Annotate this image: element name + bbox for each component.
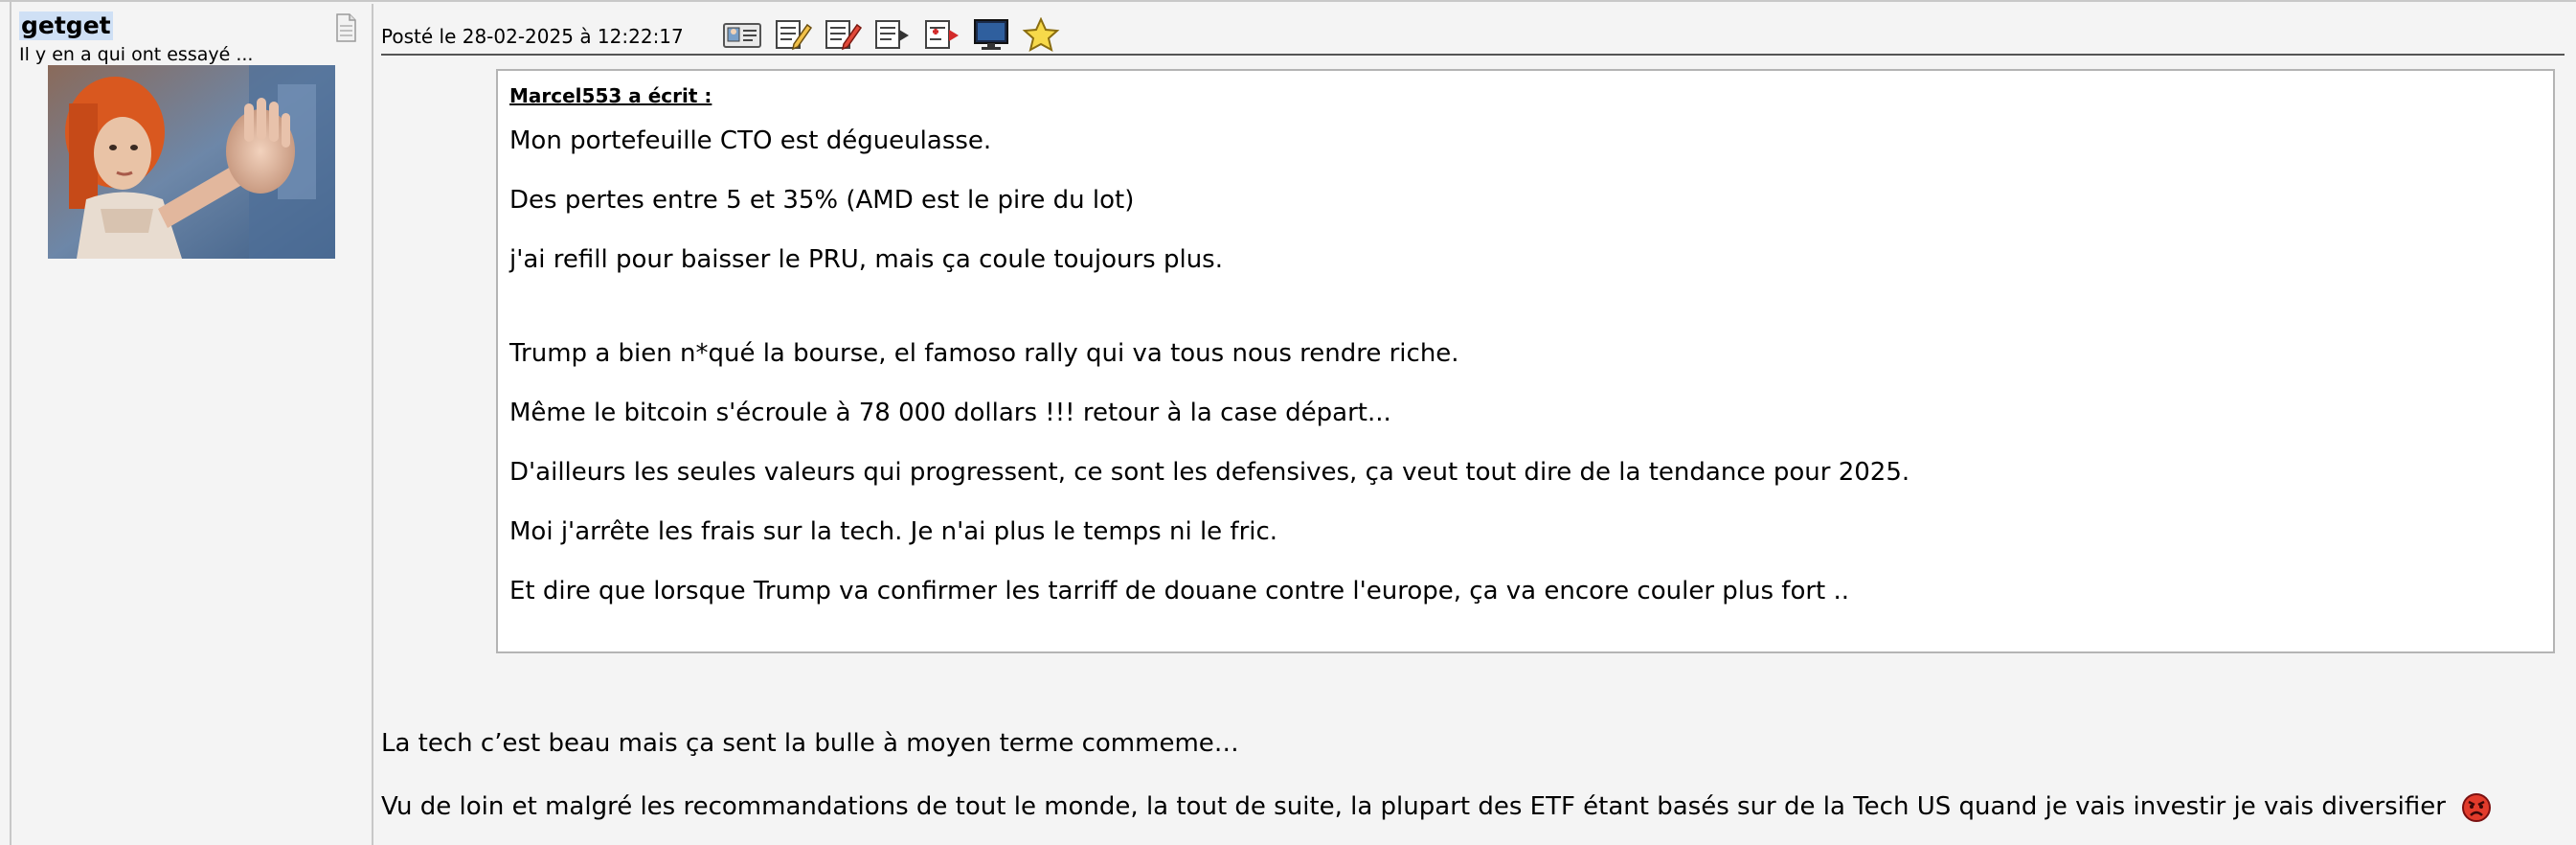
avatar-image xyxy=(48,65,335,259)
multi-quote-icon[interactable] xyxy=(920,17,962,52)
quote-author[interactable]: Marcel553 a écrit : xyxy=(509,84,712,107)
star-icon[interactable] xyxy=(1020,17,1062,52)
reply-line-2 xyxy=(381,790,2492,823)
quote-line: Trump a bien n*qué la bourse, el famoso rally qui va tous nous rendre riche. xyxy=(509,339,1459,368)
reply-line-2-text: Vu de loin et malgré les recommandations de tout le monde, la tout de suite, la plupart des ETF étant basés sur de la Tech US quand je vais investir je vais diversifier xyxy=(381,792,2446,821)
post-header xyxy=(381,11,2565,56)
quote-line: Moi j'arrête les frais sur la tech. Je n'ai plus le temps ni le fric. xyxy=(509,517,1278,546)
quote-block xyxy=(496,69,2555,653)
user-avatar xyxy=(48,65,335,259)
quote-line: j'ai refill pour baisser le PRU, mais ça coule toujours plus. xyxy=(509,245,1223,274)
quote-line: Mon portefeuille CTO est dégueulasse. xyxy=(509,126,992,155)
profile-document-icon[interactable] xyxy=(335,13,356,42)
angry-smiley-icon xyxy=(2461,792,2492,823)
profile-card-icon[interactable] xyxy=(721,17,763,52)
user-title: Il y en a qui ont essayé ... xyxy=(19,44,254,65)
quote-line: D'ailleurs les seules valeurs qui progressent, ce sont les defensives, ça veut tout dire de la tendance pour 2025. xyxy=(509,458,1910,487)
quote-line: Même le bitcoin s'écroule à 78 000 dollars !!! retour à la case départ... xyxy=(509,399,1391,427)
quote-icon[interactable] xyxy=(870,17,913,52)
monitor-icon[interactable] xyxy=(970,17,1012,52)
post-toolbar xyxy=(721,17,1062,52)
post-date: Posté le 28-02-2025 à 12:22:17 xyxy=(381,25,684,48)
quote-line: Et dire que lorsque Trump va confirmer les tarriff de douane contre l'europe, ça va encore couler plus fort .. xyxy=(509,577,1850,605)
quote-line: Des pertes entre 5 et 35% (AMD est le pire du lot) xyxy=(509,186,1135,215)
user-column xyxy=(11,4,373,845)
reply-line-1: La tech c’est beau mais ça sent la bulle à moyen terme commeme… xyxy=(381,729,1239,758)
edit-icon[interactable] xyxy=(771,17,813,52)
edit-alert-icon[interactable] xyxy=(821,17,863,52)
username[interactable]: getget xyxy=(21,11,111,39)
post-content-column xyxy=(373,4,2576,845)
